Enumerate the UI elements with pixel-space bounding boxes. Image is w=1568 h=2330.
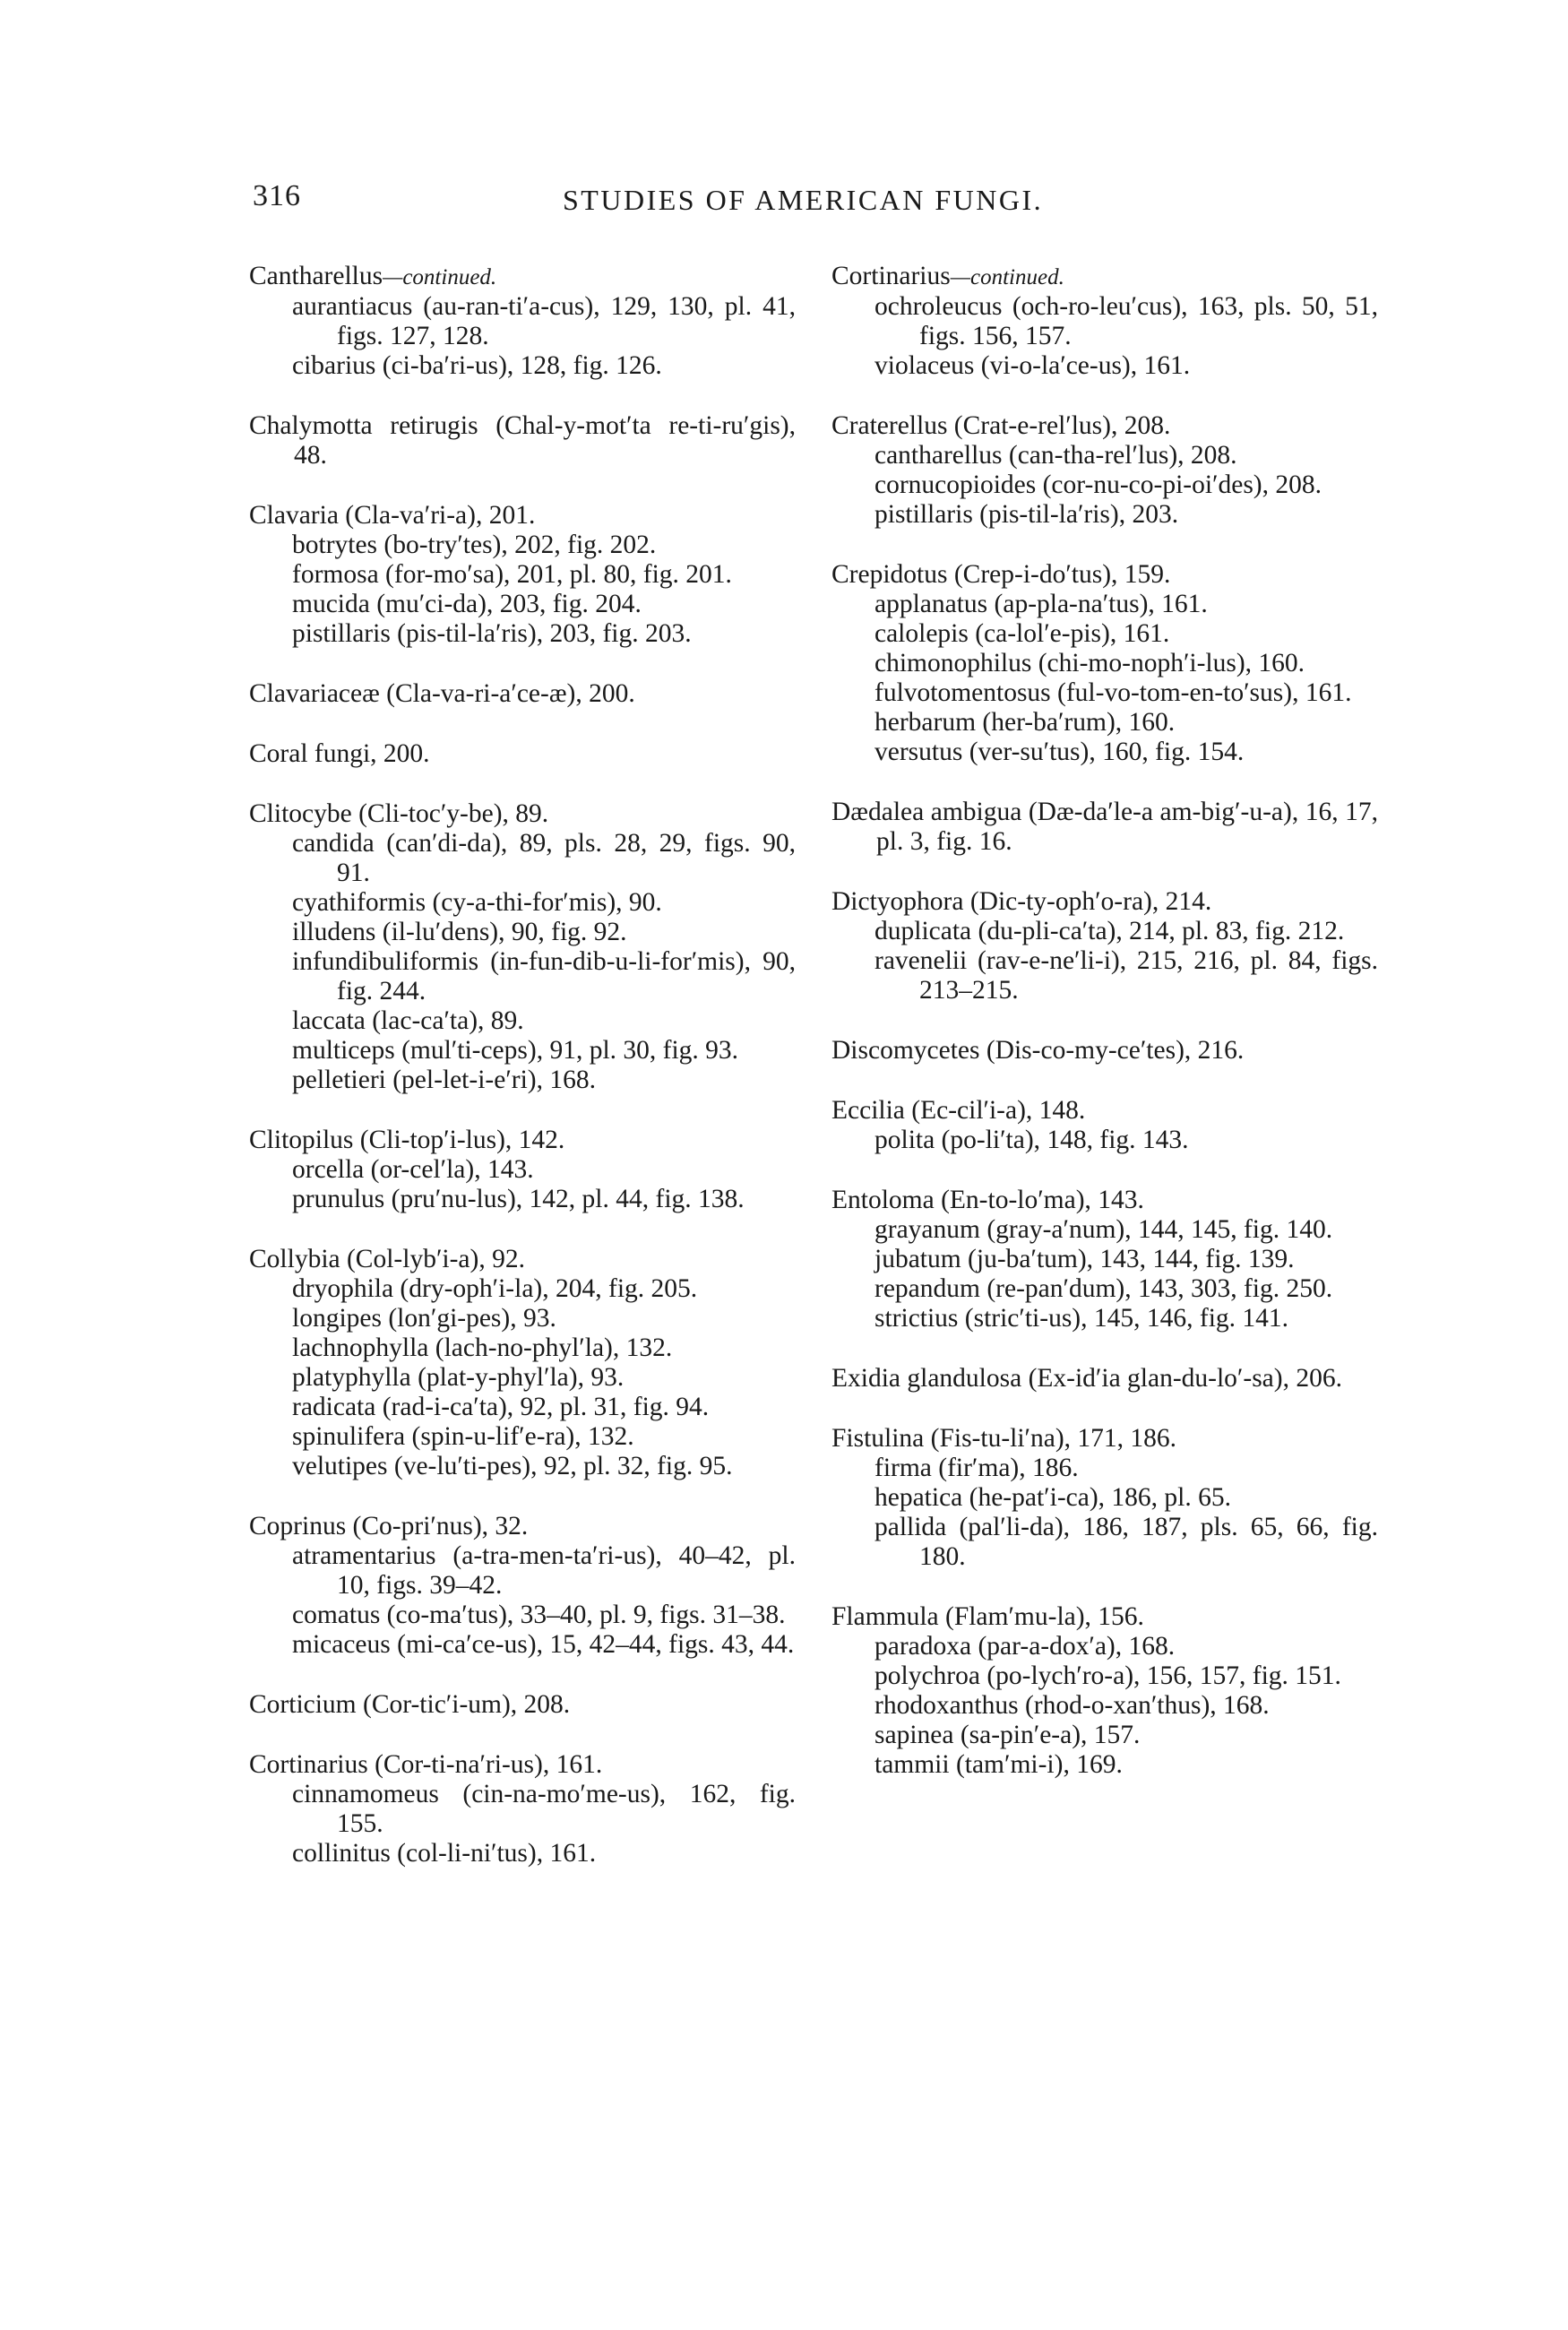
index-entry — [249, 1750, 796, 1868]
index-subentry: orcella (or-cel′la), 143. — [292, 1155, 534, 1184]
index-entry — [249, 501, 796, 649]
index-subentry: longipes (lon′gi-pes), 93. — [292, 1304, 556, 1333]
index-entry-heading — [249, 679, 796, 709]
index-subentry: fulvotomentosus (ful-vo-tom-en-to′sus), 161. — [874, 678, 1352, 707]
index-subentry: pistillaris (pis-til-la′ris), 203. — [874, 500, 1179, 529]
index-entry-heading-text: Collybia (Col-lyb′i-a), 92. — [249, 1245, 525, 1273]
index-subentry: multiceps (mul′ti-ceps), 91, pl. 30, fig. 93. — [292, 1036, 739, 1065]
index-column-left — [249, 262, 796, 1899]
index-entry-heading-text: Clavaria (Cla-va′ri-a), 201. — [249, 501, 536, 530]
index-subentry: applanatus (ap-pla-na′tus), 161. — [874, 590, 1208, 618]
index-subentry: ochroleucus (och-ro-leu′cus), 163, pls. 50, 51, figs. 156, 157. — [874, 292, 1378, 350]
index-entry-heading — [831, 798, 1378, 857]
index-subentry: firma (fir′ma), 186. — [874, 1454, 1079, 1482]
index-subentry: cibarius (ci-ba′ri-us), 128, fig. 126. — [292, 351, 662, 380]
index-entry-heading — [831, 262, 1378, 292]
index-entry-heading — [249, 1245, 796, 1274]
index-subentry: dryophila (dry-oph′i-la), 204, fig. 205. — [292, 1274, 698, 1303]
index-entry — [831, 262, 1378, 381]
index-entry-heading — [249, 411, 796, 470]
index-subentry: rhodoxanthus (rhod-o-xan′thus), 168. — [874, 1691, 1270, 1720]
index-entry-heading-text: Entoloma (En-to-lo′ma), 143. — [831, 1186, 1144, 1214]
index-entry-heading-text: Cortinarius (Cor-ti-na′ri-us), 161. — [249, 1750, 603, 1779]
index-entry-heading — [249, 739, 796, 769]
index-entry-heading-text: Coral fungi, 200. — [249, 739, 430, 768]
index-entry-heading — [249, 1750, 796, 1780]
index-subentry: tammii (tam′mi-i), 169. — [874, 1750, 1123, 1779]
continued-label: —continued. — [950, 265, 1064, 289]
index-subentry: velutipes (ve-lu′ti-pes), 92, pl. 32, fig. 95. — [292, 1452, 733, 1480]
index-entry-heading-text: Discomycetes (Dis-co-my-ce′tes), 216. — [831, 1036, 1245, 1065]
index-entry — [831, 1096, 1378, 1155]
index-subentry: infundibuliformis (in-fun-dib-u-li-for′mis), 90, fig. 244. — [292, 947, 796, 1005]
running-title: STUDIES OF AMERICAN FUNGI. — [563, 184, 1044, 216]
index-entry-heading — [249, 1512, 796, 1541]
index-subentry: mucida (mu′ci-da), 203, fig. 204. — [292, 590, 642, 618]
index-entry-heading-text: Clitocybe (Cli-toc′y-be), 89. — [249, 799, 549, 828]
index-entry — [831, 1036, 1378, 1066]
index-entry-heading — [831, 1036, 1378, 1066]
index-subentry: botrytes (bo-try′tes), 202, fig. 202. — [292, 531, 657, 559]
index-subentry: lachnophylla (lach-no-phyl′la), 132. — [292, 1333, 673, 1362]
continued-label: —continued. — [383, 265, 497, 289]
index-entry — [831, 887, 1378, 1005]
index-subentry: collinitus (col-li-ni′tus), 161. — [292, 1839, 597, 1868]
index-subentry: radicata (rad-i-ca′ta), 92, pl. 31, fig. 94. — [292, 1393, 710, 1421]
index-subentry: pistillaris (pis-til-la′ris), 203, fig. 203. — [292, 619, 692, 648]
index-subentry: formosa (for-mo′sa), 201, pl. 80, fig. 201. — [292, 560, 732, 589]
index-subentry: cantharellus (can-tha-rel′lus), 208. — [874, 441, 1237, 470]
index-subentry: pallida (pal′li-da), 186, 187, pls. 65, 66, fig. 180. — [874, 1513, 1378, 1571]
index-subentry: candida (can′di-da), 89, pls. 28, 29, figs. 90, 91. — [292, 829, 796, 887]
index-subentry: chimonophilus (chi-mo-noph′i-lus), 160. — [874, 649, 1305, 677]
index-entry-heading-text: Flammula (Flam′mu-la), 156. — [831, 1602, 1144, 1631]
index-entry — [831, 560, 1378, 767]
page-number: 316 — [253, 179, 301, 212]
index-entry-heading-text: Chalymotta retirugis (Chal-y-mot′ta re-ti-ru′gis), 48. — [249, 411, 796, 470]
index-entry — [249, 411, 796, 470]
index-subentry: pelletieri (pel-let-i-e′ri), 168. — [292, 1066, 596, 1094]
index-entry-heading — [831, 887, 1378, 917]
index-subentry: repandum (re-pan′dum), 143, 303, fig. 250. — [874, 1274, 1333, 1303]
index-subentry: jubatum (ju-ba′tum), 143, 144, fig. 139. — [874, 1245, 1295, 1273]
index-entry — [831, 798, 1378, 857]
index-entry-heading-text: Clavariaceæ (Cla-va-ri-a′ce-æ), 200. — [249, 679, 635, 708]
index-entry-heading-text: Eccilia (Ec-cil′i-a), 148. — [831, 1096, 1086, 1125]
index-entry — [831, 1602, 1378, 1780]
index-subentry: grayanum (gray-a′num), 144, 145, fig. 140. — [874, 1215, 1333, 1244]
index-entry — [249, 679, 796, 709]
index-entry-heading — [831, 1364, 1378, 1394]
index-entry — [831, 1186, 1378, 1333]
index-subentry: atramentarius (a-tra-men-ta′ri-us), 40–42, pl. 10, figs. 39–42. — [292, 1541, 796, 1600]
index-entry-heading — [831, 560, 1378, 590]
index-entry-heading-text: Dædalea ambigua (Dæ-da′le-a am-big′-u-a), 16, 17, pl. 3, fig. 16. — [831, 798, 1378, 856]
index-subentry: cinnamomeus (cin-na-mo′me-us), 162, fig. 155. — [292, 1780, 796, 1838]
index-subentry: paradoxa (par-a-dox′a), 168. — [874, 1632, 1176, 1661]
index-subentry: hepatica (he-pat′i-ca), 186, pl. 65. — [874, 1483, 1231, 1512]
index-entry-heading-text: Cantharellus — [249, 262, 383, 290]
index-subentry: versutus (ver-su′tus), 160, fig. 154. — [874, 738, 1245, 766]
index-entry-heading — [831, 1096, 1378, 1126]
index-subentry: spinulifera (spin-u-lif′e-ra), 132. — [292, 1422, 634, 1451]
index-entry — [249, 739, 796, 769]
index-entry-heading — [831, 1424, 1378, 1454]
index-entry — [249, 1126, 796, 1214]
index-entry-heading — [249, 1126, 796, 1155]
index-subentry: strictius (stric′ti-us), 145, 146, fig. 141. — [874, 1304, 1289, 1333]
index-subentry: herbarum (her-ba′rum), 160. — [874, 708, 1176, 737]
index-entry — [831, 411, 1378, 530]
index-entry — [249, 799, 796, 1095]
index-subentry: prunulus (pru′nu-lus), 142, pl. 44, fig. 138. — [292, 1185, 745, 1213]
index-entry-heading — [249, 1690, 796, 1720]
index-subentry: micaceus (mi-ca′ce-us), 15, 42–44, figs. 43, 44. — [292, 1630, 795, 1659]
index-subentry: sapinea (sa-pin′e-a), 157. — [874, 1721, 1141, 1749]
index-entry-heading-text: Craterellus (Crat-e-rel′lus), 208. — [831, 411, 1171, 440]
index-entry-heading-text: Clitopilus (Cli-top′i-lus), 142. — [249, 1126, 565, 1154]
index-entry — [249, 262, 796, 381]
index-entry-heading — [831, 1186, 1378, 1215]
index-subentry: polychroa (po-lych′ro-a), 156, 157, fig. 151. — [874, 1661, 1341, 1690]
index-subentry: calolepis (ca-lol′e-pis), 161. — [874, 619, 1170, 648]
index-subentry: violaceus (vi-o-la′ce-us), 161. — [874, 351, 1191, 380]
index-entry-heading-text: Fistulina (Fis-tu-li′na), 171, 186. — [831, 1424, 1177, 1453]
index-subentry: illudens (il-lu′dens), 90, fig. 92. — [292, 918, 627, 946]
index-subentry: cyathiformis (cy-a-thi-for′mis), 90. — [292, 888, 662, 917]
index-entry-heading — [831, 411, 1378, 441]
index-entry-heading-text: Exidia glandulosa (Ex-id′ia glan-du-lo′-sa), 206. — [831, 1364, 1342, 1393]
index-subentry: duplicata (du-pli-ca′ta), 214, pl. 83, fig. 212. — [874, 917, 1345, 945]
index-subentry: platyphylla (plat-y-phyl′la), 93. — [292, 1363, 625, 1392]
index-entry-heading — [831, 1602, 1378, 1632]
index-entry-heading-text: Cortinarius — [831, 262, 951, 290]
index-entry-heading — [249, 262, 796, 292]
index-subentry: laccata (lac-ca′ta), 89. — [292, 1006, 524, 1035]
index-entry-heading — [249, 501, 796, 531]
index-entry — [249, 1690, 796, 1720]
index-column-right — [831, 262, 1378, 1810]
index-entry-heading — [249, 799, 796, 829]
index-entry — [831, 1364, 1378, 1394]
index-subentry: cornucopioides (cor-nu-co-pi-oi′des), 208. — [874, 470, 1322, 499]
index-entry — [831, 1424, 1378, 1572]
index-subentry: ravenelii (rav-e-ne′li-i), 215, 216, pl. 84, figs. 213–215. — [874, 946, 1378, 1005]
index-subentry: comatus (co-ma′tus), 33–40, pl. 9, figs. 31–38. — [292, 1601, 786, 1629]
index-entry-heading-text: Coprinus (Co-pri′nus), 32. — [249, 1512, 529, 1540]
index-entry-heading-text: Crepidotus (Crep-i-do′tus), 159. — [831, 560, 1171, 589]
index-subentry: polita (po-li′ta), 148, fig. 143. — [874, 1126, 1189, 1154]
index-subentry: aurantiacus (au-ran-ti′a-cus), 129, 130, pl. 41, figs. 127, 128. — [292, 292, 796, 350]
index-entry — [249, 1512, 796, 1660]
index-entry — [249, 1245, 796, 1481]
index-entry-heading-text: Corticium (Cor-tic′i-um), 208. — [249, 1690, 571, 1719]
index-entry-heading-text: Dictyophora (Dic-ty-oph′o-ra), 214. — [831, 887, 1212, 916]
